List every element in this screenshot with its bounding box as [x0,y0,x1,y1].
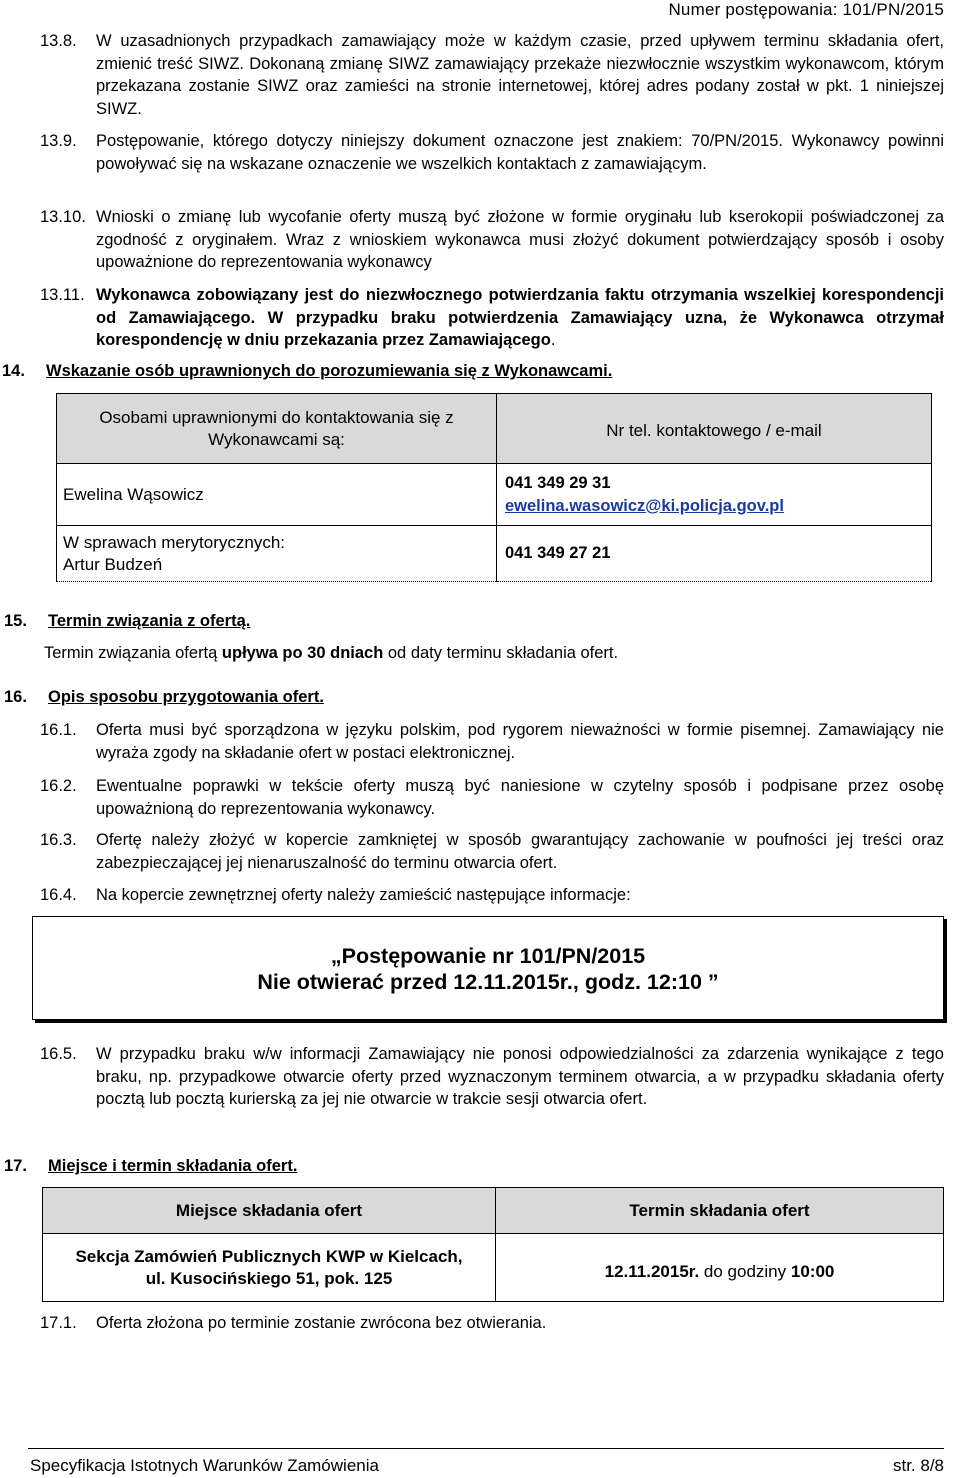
contact-phone-1: 041 349 29 31 [505,473,611,492]
footer-page-number: str. 8/8 [892,1456,944,1475]
contacts-header-phone: Nr tel. kontaktowego / e-mail [497,394,932,464]
binding-term-post: od daty terminu składania ofert. [383,644,619,662]
binding-term-bold: upływa po 30 dniach [221,644,384,662]
item-text: W przypadku braku w/w informacji Zamawiający nie ponosi odpowiedzialności za zdarzenia wynikające z tego braku, np. przypadkowe otwarcie oferty przed wyznaczonym terminem otwarcia, a w przypadku składania oferty pocztą lub pocztą kurierską za jej nie otwarcie w trakcie sesji otwarcia ofert. [96,1045,944,1108]
item-text: Oferta musi być sporządzona w języku polskim, pod rygorem nieważności w formie pisemnej. Zamawiający nie wyraża zgody na składanie ofert w postaci elektronicznej. [96,721,944,762]
item-number: 13.9. [40,132,77,150]
item-text: Na kopercie zewnętrznej oferty należy zamieścić następujące informacje: [96,886,631,904]
procedure-number-header: Numer postępowania: 101/PN/2015 [668,0,944,19]
item-13-9 [40,130,944,175]
contact-phone-2: 041 349 27 21 [497,526,932,582]
item-16-5 [40,1043,944,1111]
submission-place-line1: Sekcja Zamówień Publicznych KWP w Kielcach, [75,1246,463,1266]
envelope-line-1: „Postępowanie nr 101/PN/2015 [330,944,646,968]
item-text: Oferta złożona po terminie zostanie zwrócona bez otwierania. [96,1314,547,1332]
contacts-header-persons: Osobami uprawnionymi do kontaktowania się z Wykonawcami są: [57,394,497,464]
section-title: Opis sposobu przygotowania ofert. [48,688,324,706]
item-text: Wnioski o zmianę lub wycofanie oferty muszą być złożone w formie oryginału lub kserokopii poświadczonej za zgodność z oryginałem. Wraz z wnioskiem wykonawca musi złożyć dokument potwierdzający sposób i osoby upoważnione do reprezentowania wykonawcy [96,208,944,271]
contact-person-2-name: Artur Budzeń [63,554,163,574]
section-15-heading [4,610,944,632]
submission-place-line2: ul. Kusocińskiego 51, pok. 125 [145,1268,393,1288]
submission-header-place: Miejsce składania ofert [43,1188,496,1234]
section-title: Wskazanie osób uprawnionych do porozumiewania się z Wykonawcami. [46,362,613,380]
envelope-label-box [32,916,944,1020]
item-13-11 [40,284,944,352]
item-13-8 [40,30,944,120]
item-13-10 [40,206,944,274]
contact-person-2-role: W sprawach merytorycznych: [63,532,285,552]
section-title: Miejsce i termin składania ofert. [48,1157,298,1175]
footer-document-title: Specyfikacja Istotnych Warunków Zamówienia [30,1456,379,1475]
item-number: 16.5. [40,1045,77,1063]
item-number: 16.3. [40,831,77,849]
item-16-2 [40,775,944,820]
item-text: Ofertę należy złożyć w kopercie zamkniętej w sposób gwarantujący zachowanie w poufności jej treści oraz zabezpieczającej jej nienaruszalność do terminu otwarcia ofert. [96,831,944,872]
footer-divider [28,1448,944,1449]
submission-date-mid: do godziny [699,1262,791,1281]
item-16-4 [40,884,944,907]
submission-table [42,1187,944,1302]
submission-date-time: 10:00 [790,1262,835,1281]
item-number: 13.11. [40,286,85,304]
section-title: Termin związania z ofertą. [48,612,251,630]
item-number: 16.1. [40,721,77,739]
contact-person-2 [57,526,497,582]
submission-date [496,1234,944,1302]
item-text: Postępowanie, którego dotyczy niniejszy dokument oznaczone jest znakiem: 70/PN/2015. Wykonawcy powinni powoływać się na wskazane oznaczenie we wszelkich kontaktach z zamawiającym. [96,132,944,173]
item-number: 13.10. [40,208,86,226]
section-number: 17. [4,1157,27,1175]
submission-header-date: Termin składania ofert [496,1188,944,1234]
contact-person-1: Ewelina Wąsowicz [57,464,497,526]
contact-email-link[interactable]: ewelina.wasowicz@ki.policja.gov.pl [505,496,784,515]
section-17-heading [4,1155,944,1177]
section-number: 14. [2,362,25,380]
item-text: Ewentualne poprawki w tekście oferty muszą być naniesione w czytelny sposób i podpisane przez osobę upoważnioną do reprezentowania wykonawcy. [96,777,944,818]
section-number: 15. [4,612,27,630]
contact-details-1 [497,464,932,526]
item-text [96,284,944,352]
submission-date-day: 12.11.2015r. [604,1262,700,1281]
item-number: 17.1. [40,1314,77,1332]
section-14-heading [2,360,944,382]
section-number: 16. [4,688,27,706]
item-number: 16.4. [40,886,77,904]
item-text-bold: Wykonawca zobowiązany jest do niezwłocznego potwierdzania faktu otrzymania wszelkiej korespondencji od Zamawiającego. W przypadku braku potwierdzenia Zamawiający uzna, że Wykonawca otrzymał korespondencję w dniu przekazania przez Zamawiającego [96,286,944,349]
binding-term-pre: Termin związania ofertą [44,644,222,662]
section-15-text [44,642,618,664]
item-number: 16.2. [40,777,77,795]
item-16-3 [40,829,944,874]
section-16-heading [4,686,944,708]
item-17-1 [40,1312,944,1335]
item-text: W uzasadnionych przypadkach zamawiający może w każdym czasie, przed upływem terminu składania ofert, zmienić treść SIWZ. Dokonaną zmianę SIWZ zamawiający przekaże niezwłocznie wszystkim wykonawcom, którym przekazana zostanie SIWZ oraz zamieści na stronie internetowej, której adres podany został w pkt. 1 niniejszej SIWZ. [96,32,944,118]
item-16-1 [40,719,944,764]
submission-place [43,1234,496,1302]
item-text-tail: . [550,331,556,349]
envelope-line-2: Nie otwierać przed 12.11.2015r., godz. 12:10 ” [257,970,719,994]
contacts-table [56,393,932,582]
item-number: 13.8. [40,32,77,50]
